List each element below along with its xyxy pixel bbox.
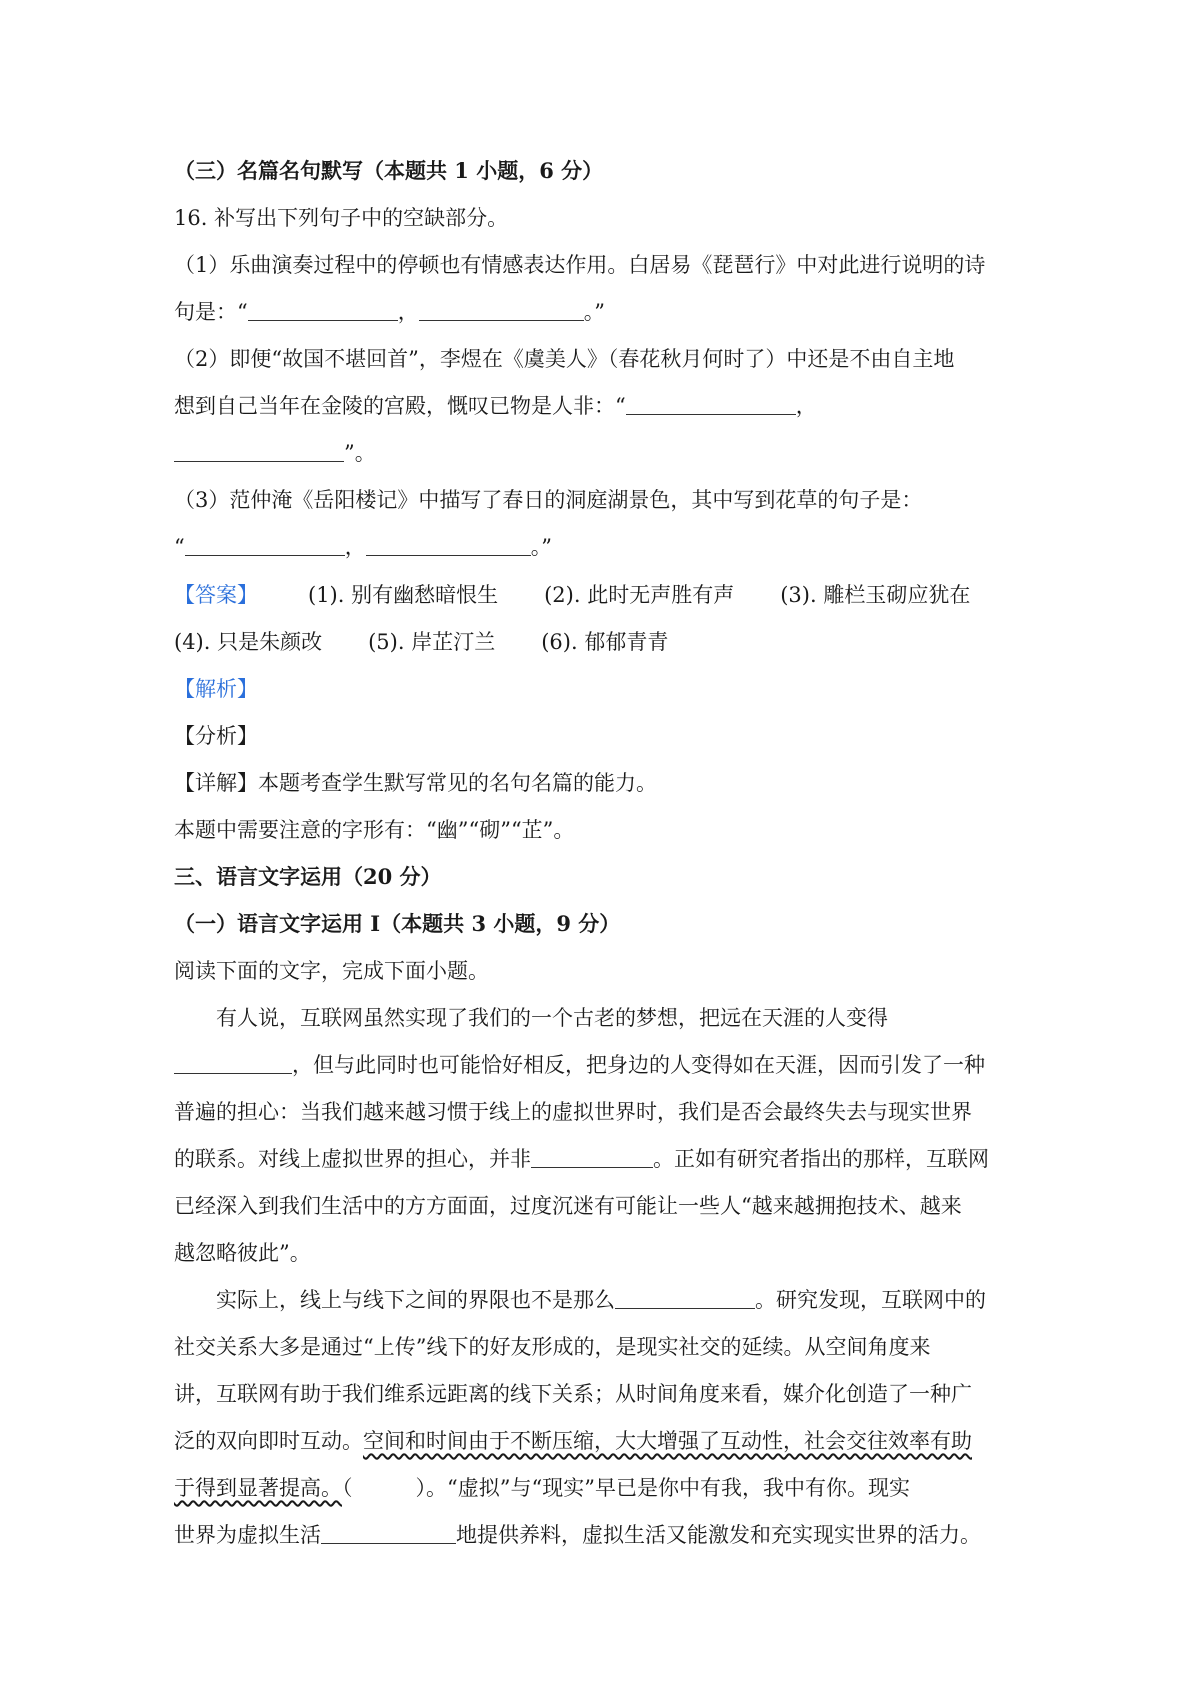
passage-text: 。正如有研究者指出的那样，互联网 <box>653 1147 989 1171</box>
passage-text: （ ）。“虚拟”与“现实”早已是你中有我，我中有你。现实 <box>342 1476 910 1500</box>
answer-item: (2). 此时无声胜有声 <box>544 583 735 607</box>
detail-text: 【详解】本题考查学生默写常见的名句名篇的能力。 <box>174 771 657 795</box>
passage-line: 普遍的担心：当我们越来越习惯于线上的虚拟世界时，我们是否会最终失去与现实世界 <box>174 1100 972 1124</box>
passage-line: 已经深入到我们生活中的方方面面，过度沉迷有可能让一些人“越来越拥抱技术、越来 <box>174 1194 962 1218</box>
q16-part3-end: 。” <box>530 535 552 559</box>
answer-item: (3). 雕栏玉砌应犹在 <box>780 583 971 607</box>
q16-part2-comma: ， <box>795 394 817 418</box>
analysis-label: 【解析】 <box>174 677 258 701</box>
q16-part1-end: 。” <box>583 300 605 324</box>
subsection-1-title: （一）语言文字运用 I（本题共 3 小题，9 分） <box>174 911 621 936</box>
passage-line: 越忽略彼此”。 <box>174 1241 311 1265</box>
passage-text: 。研究发现，互联网中的 <box>755 1288 986 1312</box>
q16-part1-line1: （1）乐曲演奏过程中的停顿也有情感表达作用。白居易《琵琶行》中对此进行说明的诗 <box>174 253 986 277</box>
passage-blank-1[interactable] <box>174 1053 292 1074</box>
passage-text: 地提供养料，虚拟生活又能激发和充实现实世界的活力。 <box>456 1523 981 1547</box>
passage-line: 有人说，互联网虽然实现了我们的一个古老的梦想，把远在天涯的人变得 <box>216 1006 888 1030</box>
passage-text: 泛的双向即时互动。 <box>174 1429 363 1453</box>
q16-part2-line2 <box>174 391 817 421</box>
q16-part3-line1: （3）范仲淹《岳阳楼记》中描写了春日的洞庭湖景色，其中写到花草的句子是： <box>174 488 923 512</box>
passage-text: ，但与此同时也可能恰好相反，把身边的人变得如在天涯，因而引发了一种 <box>292 1053 985 1077</box>
answer-blank[interactable] <box>174 441 344 462</box>
q16-part1-prefix: 句是：“ <box>174 300 248 324</box>
passage-text: 世界为虚拟生活 <box>174 1523 321 1547</box>
passage-blank-2[interactable] <box>531 1147 653 1168</box>
q16-part1-line2 <box>174 297 605 327</box>
answer-item: (5). 岸芷汀兰 <box>368 630 496 654</box>
passage-blank-3[interactable] <box>615 1288 755 1309</box>
reading-intro: 阅读下面的文字，完成下面小题。 <box>174 959 489 983</box>
passage-line <box>174 1050 985 1080</box>
answer-item: (4). 只是朱颜改 <box>174 630 323 654</box>
passage-blank-4[interactable] <box>321 1523 456 1544</box>
answer-blank[interactable] <box>419 300 584 321</box>
passage-line <box>174 1144 989 1174</box>
passage-line <box>174 1426 972 1456</box>
q16-part2-end: ”。 <box>344 441 376 465</box>
q16-part3-line2 <box>174 532 552 562</box>
answer-label: 【答案】 <box>174 583 258 607</box>
answer-blank[interactable] <box>248 300 398 321</box>
question-16-stem: 16. 补写出下列句子中的空缺部分。 <box>174 206 509 230</box>
passage-line: 社交关系大多是通过“上传”线下的好友形成的，是现实社交的延续。从空间角度来 <box>174 1335 931 1359</box>
answer-line-2 <box>174 627 668 657</box>
q16-part2-line1: （2）即便“故国不堪回首”，李煜在《虞美人》（春花秋月何时了）中还是不由自主地 <box>174 347 955 371</box>
section-title-mingju: （三）名篇名句默写（本题共 1 小题，6 分） <box>174 158 604 183</box>
passage-line <box>174 1473 910 1503</box>
q16-part2-line3 <box>174 438 376 468</box>
passage-text: 实际上，线上与线下之间的界限也不是那么 <box>216 1288 615 1312</box>
q16-part2-prefix: 想到自己当年在金陵的宫殿，慨叹已物是人非：“ <box>174 394 626 418</box>
passage-line <box>174 1520 981 1550</box>
q16-part3-prefix: “ <box>174 535 185 559</box>
part3-title: 三、语言文字运用（20 分） <box>174 864 442 889</box>
wavy-underlined-sentence: 空间和时间由于不断压缩，大大增强了互动性，社会交往效率有助 <box>363 1429 972 1453</box>
q16-part3-comma: ， <box>344 535 366 559</box>
answer-line-1 <box>174 580 970 610</box>
passage-line <box>216 1285 986 1315</box>
q16-part1-comma: ， <box>397 300 419 324</box>
answer-blank[interactable] <box>185 535 345 556</box>
wavy-underlined-sentence: 于得到显著提高。 <box>174 1476 342 1500</box>
answer-blank[interactable] <box>366 535 531 556</box>
answer-item: (1). 别有幽愁暗恨生 <box>308 583 499 607</box>
answer-item: (6). 郁郁青青 <box>541 630 669 654</box>
answer-blank[interactable] <box>626 394 796 415</box>
passage-line: 讲，互联网有助于我们维系远距离的线下关系；从时间角度来看，媒介化创造了一种广 <box>174 1382 972 1406</box>
passage-text: 的联系。对线上虚拟世界的担心，并非 <box>174 1147 531 1171</box>
fenxi-label: 【分析】 <box>174 724 258 748</box>
note-text: 本题中需要注意的字形有：“幽”“砌”“芷”。 <box>174 818 575 842</box>
